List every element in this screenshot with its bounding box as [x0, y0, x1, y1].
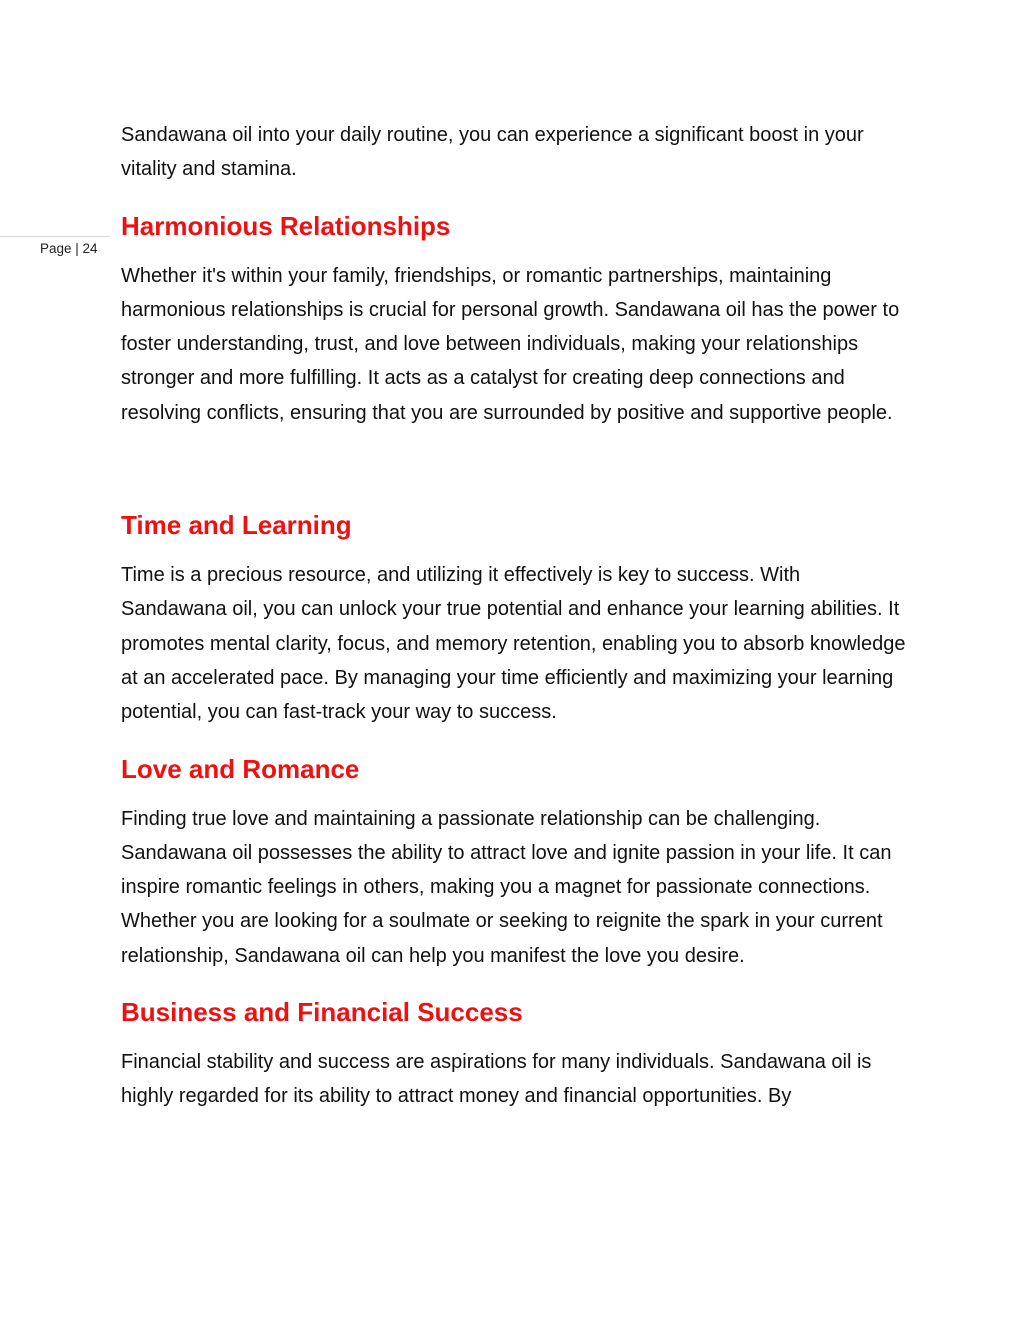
section-heading-business-and-financial-success: Business and Financial Success: [121, 997, 523, 1028]
document-body: [121, 118, 906, 1114]
section-heading-harmonious-relationships: Harmonious Relationships: [121, 210, 451, 241]
section-body-love-and-romance: Finding true love and maintaining a passionate relationship can be challenging. Sandawana oil possesses the ability to attract love and ignite passion in your life. It can inspire romantic feelings in others, making you a magnet for passionate connections. Whether you are looking for a soulmate or seeking to reignite the spark in your current relationship, Sandawana oil can help you manifest the love you desire.: [121, 807, 892, 967]
section-heading-time-and-learning: Time and Learning: [121, 510, 352, 541]
page-number-divider: [0, 236, 110, 237]
section-body-time-and-learning: Time is a precious resource, and utilizing it effectively is key to success. With Sandawana oil, you can unlock your true potential and enhance your learning abilities. It promotes mental clarity, focus, and memory retention, enabling you to absorb knowledge at an accelerated pace. By managing your time efficiently and maximizing your learning potential, you can fast-track your way to success.: [121, 564, 906, 724]
section-heading-love-and-romance: Love and Romance: [121, 753, 360, 784]
intro-paragraph: Sandawana oil into your daily routine, you can experience a significant boost in your vitality and stamina.: [121, 124, 864, 181]
page-number: Page | 24: [40, 241, 98, 256]
section-body-business-and-financial-success: Financial stability and success are aspirations for many individuals. Sandawana oil is highly regarded for its ability to attract money and financial opportunities. By: [121, 1051, 872, 1108]
section-body-harmonious-relationships: Whether it's within your family, friendships, or romantic partnerships, maintaining harmonious relationships is crucial for personal growth. Sandawana oil has the power to foster understanding, trust, and love between individuals, making your relationships stronger and more fulfilling. It acts as a catalyst for creating deep connections and resolving conflicts, ensuring that you are surrounded by positive and supportive people.: [121, 264, 900, 424]
